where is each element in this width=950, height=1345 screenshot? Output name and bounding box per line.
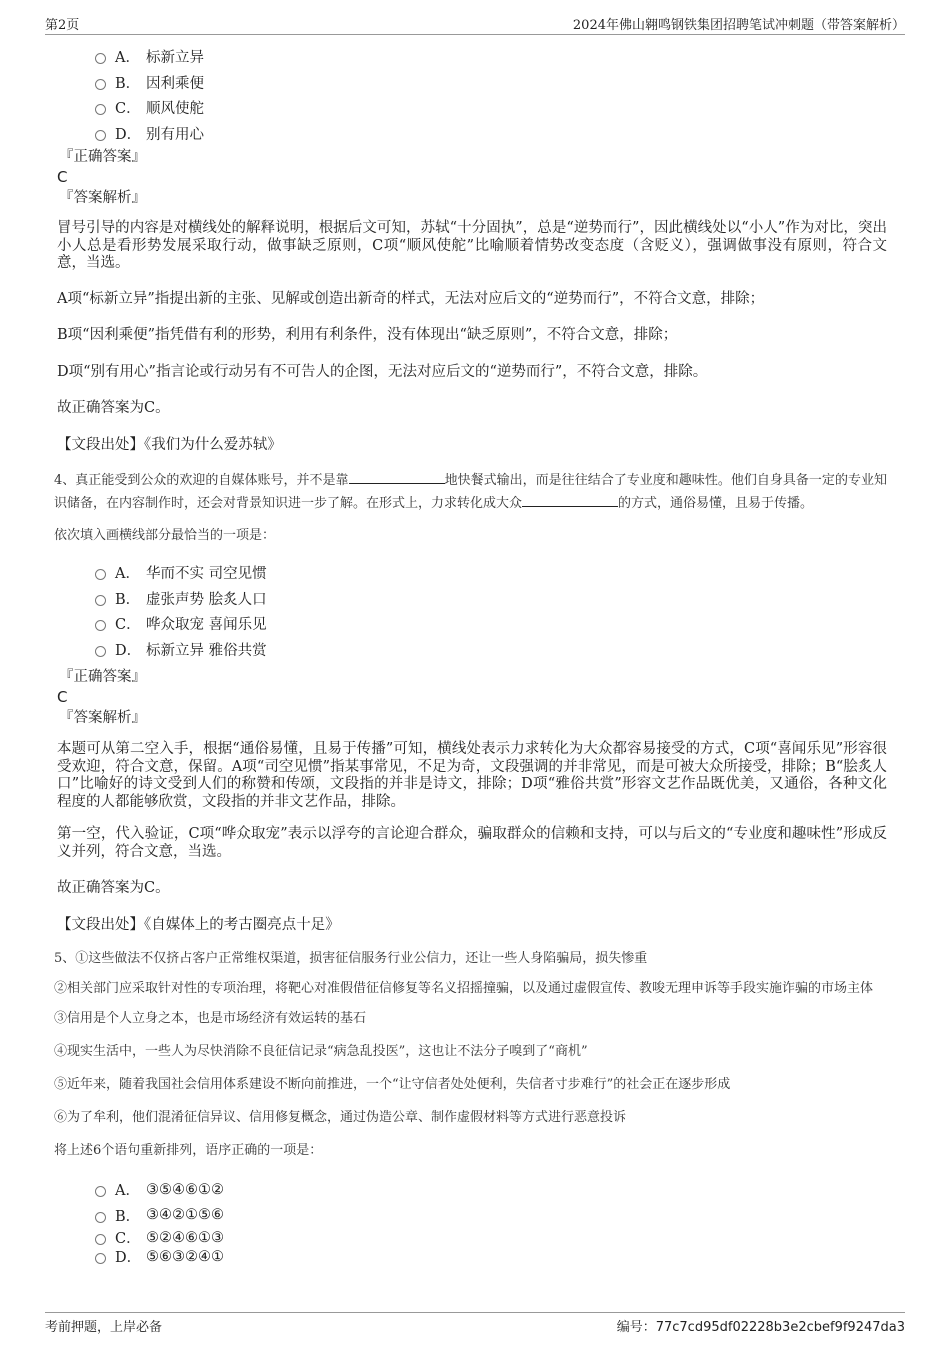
q4-analysis-paragraph: 本题可从第二空入手，根据“通俗易懂，且易于传播”可知，横线处表示力求转化为大众都容易接受的方式，C项“喜闻乐见”形容很受欢迎，符合文意，保留。A项“司空见惯”指某事常见，不足为奇，文段强调的并非常见，而是可被大众所接受，排除；B“脍炙人口”比喻好的诗文受到人们的称赞和传颂，文段指的并非是诗文，排除；D项“雅俗共赏”形容文艺作品既优美，又通俗，各种文化程度的人都能够欣赏，文段指的并非文艺作品，排除。 <box>57 741 887 810</box>
q4-option-b[interactable]: B． 虚张声势 脍炙人口 <box>95 586 887 612</box>
page-footer <box>45 1312 905 1335</box>
q3-analysis-paragraph: A项“标新立异”指提出新的主张、见解或创造出新奇的样式，无法对应后文的“逆势而行”，不符合文意，排除； <box>57 290 765 307</box>
q4-option-c[interactable]: C． 哗众取宠 喜闻乐见 <box>95 611 887 637</box>
q5-options <box>95 1177 887 1266</box>
document-serial: 编号：77c7cd95df02228b3e2cbef9f9247da3 <box>616 1320 905 1335</box>
q4-option-d[interactable]: D． 标新立异 雅俗共赏 <box>95 637 887 663</box>
q4-prompt: 依次填入画横线部分最恰当的一项是： <box>54 528 276 543</box>
radio-icon[interactable] <box>95 1234 106 1245</box>
q3-conclusion: 故正确答案为C。 <box>57 400 170 416</box>
footer-slogan: 考前押题，上岸必备 <box>45 1320 163 1335</box>
q4-answer: C <box>57 688 68 706</box>
radio-icon[interactable] <box>95 646 106 657</box>
q5-option-c[interactable]: C． ⑤②④⑥①③ <box>95 1228 887 1247</box>
q3-option-c[interactable]: C． 顺风使舵 <box>95 95 887 121</box>
q5-option-a[interactable]: A． ③⑤④⑥①② <box>95 1177 887 1203</box>
q5-sentence: ②相关部门应采取针对性的专项治理，将靶心对准假借征信修复等名义招摇撞骗，以及通过虚假宣传、教唆无理申诉等手段实施诈骗的市场主体 <box>54 981 874 996</box>
q4-stem: 4、真正能受到公众的欢迎的自媒体账号，并不是靠 地快餐式输出，而是往往结合了专业度和趣味性。他们自身具备一定的专业知识储备，在内容制作时，还会对背景知识进一步了解。在形式上，力求转化成大众 的方式，通俗易懂，且易于传播。 <box>54 473 887 511</box>
answer-blank <box>522 494 618 507</box>
q3-analysis-paragraph: B项“因利乘便”指凭借有利的形势，利用有利条件，没有体现出“缺乏原则”，不符合文意，排除； <box>57 327 678 343</box>
answer-blank <box>349 471 445 484</box>
radio-icon[interactable] <box>95 104 106 115</box>
q4-analysis-label: 『答案解析』 <box>59 710 146 726</box>
q3-answer: C <box>57 168 68 186</box>
q3-analysis-paragraph: 冒号引导的内容是对横线处的解释说明，根据后文可知，苏轼“十分固执”，总是“逆势而行”，因此横线处以“小人”作为对比，突出小人总是看形势发展采取行动，做事缺乏原则，C项“顺风使舵”比喻顺着情势改变态度（含贬义），强调做事没有原则，符合文意，当选。 <box>57 220 887 271</box>
q4-options <box>95 560 887 662</box>
radio-icon[interactable] <box>95 79 106 90</box>
q3-option-d[interactable]: D． 别有用心 <box>95 121 887 147</box>
radio-icon[interactable] <box>95 1253 106 1264</box>
q4-option-a[interactable]: A． 华而不实 司空见惯 <box>95 560 887 586</box>
q5-sentence: ⑥为了牟利，他们混淆征信异议、信用修复概念，通过伪造公章、制作虚假材料等方式进行恶意投诉 <box>54 1110 627 1125</box>
q3-options <box>95 44 887 146</box>
q5-prompt: 将上述6个语句重新排列，语序正确的一项是： <box>54 1143 323 1158</box>
q4-answer-label: 『正确答案』 <box>59 669 146 685</box>
q3-analysis-paragraph: D项“别有用心”指言论或行动另有不可告人的企图，无法对应后文的“逆势而行”，不符合文意，排除。 <box>57 363 708 380</box>
radio-icon[interactable] <box>95 130 106 141</box>
radio-icon[interactable] <box>95 595 106 606</box>
q3-option-b[interactable]: B． 因利乘便 <box>95 70 887 96</box>
radio-icon[interactable] <box>95 1186 106 1197</box>
q5-sentence: ④现实生活中，一些人为尽快消除不良征信记录“病急乱投医”，这也让不法分子嗅到了“商机” <box>54 1044 588 1059</box>
q5-option-d[interactable]: D． ⑤⑥③②④① <box>95 1247 887 1266</box>
q3-option-a[interactable]: A． 标新立异 <box>95 44 887 70</box>
document-body <box>54 44 887 1266</box>
q5-sentence: ③信用是个人立身之本，也是市场经济有效运转的基石 <box>54 1011 367 1026</box>
radio-icon[interactable] <box>95 569 106 580</box>
page-header <box>45 12 905 35</box>
radio-icon[interactable] <box>95 620 106 631</box>
radio-icon[interactable] <box>95 1212 106 1223</box>
q3-analysis-label: 『答案解析』 <box>59 190 146 206</box>
q5-sentence: ⑤近年来，随着我国社会信用体系建设不断向前推进，一个“让守信者处处便利，失信者寸步难行”的社会正在逐步形成 <box>54 1077 731 1092</box>
radio-icon[interactable] <box>95 53 106 64</box>
q4-analysis-paragraph: 第一空，代入验证，C项“哗众取宠”表示以浮夸的言论迎合群众，骗取群众的信赖和支持，可以与后文的“专业度和趣味性”形成反义并列，符合文意，当选。 <box>57 826 887 860</box>
document-title: 2024年佛山翱鸣钢铁集团招聘笔试冲刺题（带答案解析） <box>572 18 905 33</box>
q3-source: 【文段出处】《我们为什么爱苏轼》 <box>57 436 282 453</box>
q4-source: 【文段出处】《自媒体上的考古圈亮点十足》 <box>57 916 340 933</box>
page-number: 第2页 <box>45 18 80 33</box>
q5-sentence: 5、①这些做法不仅挤占客户正常维权渠道，损害征信服务行业公信力，还让一些人身陷骗局，损失惨重 <box>54 951 648 966</box>
q4-conclusion: 故正确答案为C。 <box>57 880 170 896</box>
q3-answer-label: 『正确答案』 <box>59 149 146 165</box>
q5-option-b[interactable]: B． ③④②①⑤⑥ <box>95 1203 887 1229</box>
